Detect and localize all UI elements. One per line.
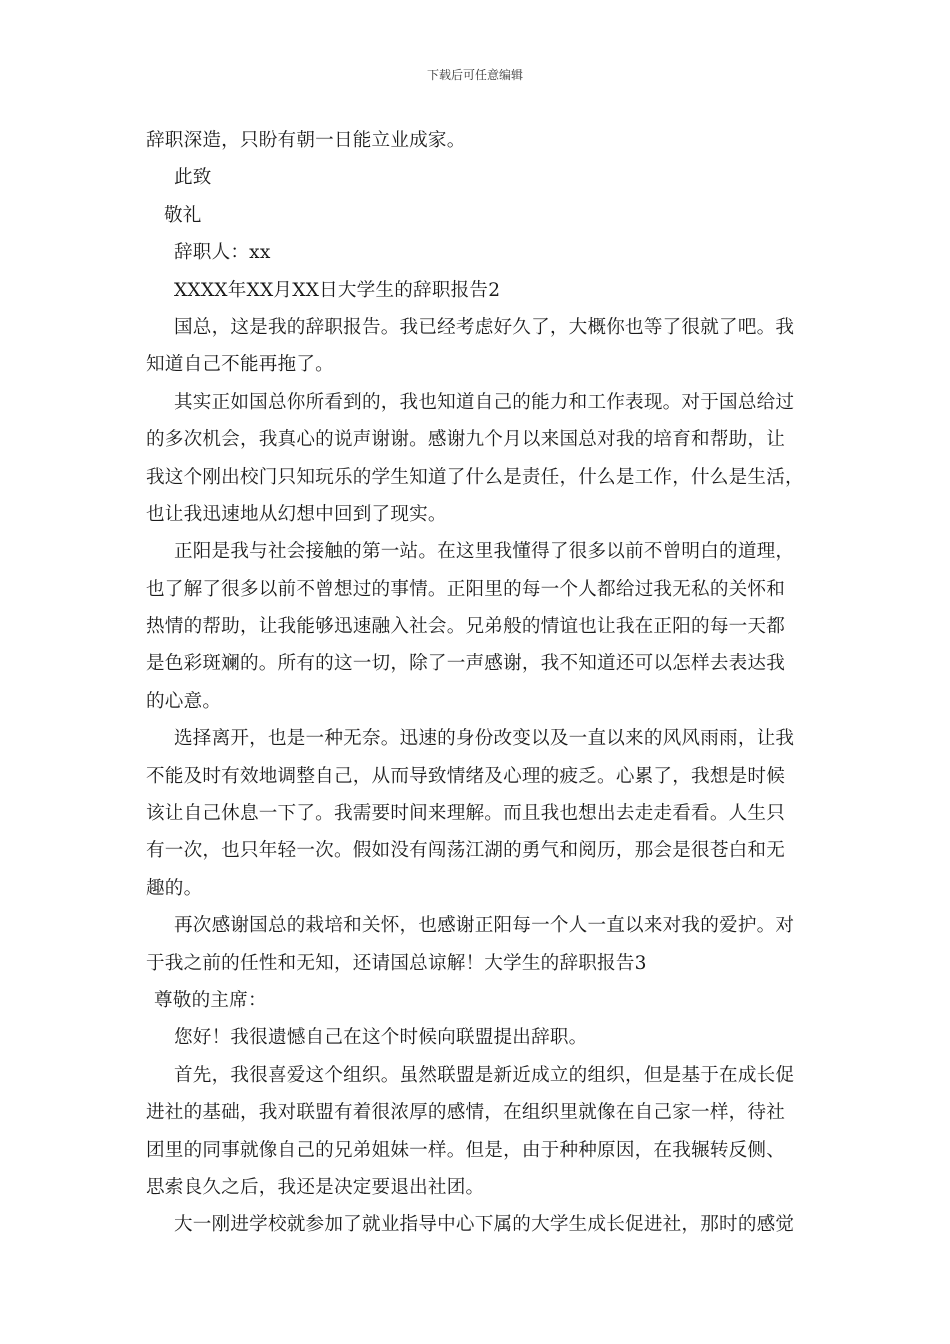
text-line: 也让我迅速地从幻想中回到了现实。 (146, 503, 447, 525)
text-line: 首先，我很喜爱这个组织。虽然联盟是新近成立的组织，但是基于在成长促 (174, 1064, 795, 1086)
text-line: 您好！我很遗憾自己在这个时候向联盟提出辞职。 (174, 1027, 588, 1049)
text-line: 的心意。 (146, 690, 222, 712)
document-body (146, 122, 826, 1244)
text-line: 热情的帮助，让我能够迅速融入社会。兄弟般的情谊也让我在正阳的每一天都 (146, 616, 785, 638)
text-line: 该让自己休息一下了。我需要时间来理解。而且我也想出去走走看看。人生只 (146, 803, 785, 825)
text-line: 其实正如国总你所看到的，我也知道自己的能力和工作表现。对于国总给过 (174, 391, 795, 413)
text-line: 辞职人：xx (174, 242, 271, 264)
text-line: 趣的。 (146, 877, 203, 899)
text-line: 有一次，也只年轻一次。假如没有闯荡江湖的勇气和阅历，那会是很苍白和无 (146, 840, 785, 862)
text-line: 国总，这是我的辞职报告。我已经考虑好久了，大概你也等了很就了吧。我 (174, 316, 795, 338)
text-line: 是色彩斑斓的。所有的这一切，除了一声感谢，我不知道还可以怎样去表达我 (146, 653, 785, 675)
text-line: XXXX年XX月XX日大学生的辞职报告2 (174, 279, 501, 301)
text-line: 不能及时有效地调整自己，从而导致情绪及心理的疲乏。心累了，我想是时候 (146, 765, 785, 787)
text-line: 也了解了很多以前不曾想过的事情。正阳里的每一个人都给过我无私的关怀和 (146, 578, 785, 600)
text-line: 尊敬的主席： (154, 989, 267, 1011)
text-line: 进社的基础，我对联盟有着很浓厚的感情，在组织里就像在自己家一样，待社 (146, 1102, 785, 1124)
text-line: 敬礼 (164, 204, 202, 226)
text-line: 思索良久之后，我还是决定要退出社团。 (146, 1176, 485, 1198)
text-line: 再次感谢国总的栽培和关怀，也感谢正阳每一个人一直以来对我的爱护。对 (174, 915, 795, 937)
text-line: 的多次机会，我真心的说声谢谢。感谢九个月以来国总对我的培育和帮助，让 (146, 429, 785, 451)
text-line: 选择离开，也是一种无奈。迅速的身份改变以及一直以来的风风雨雨，让我 (174, 728, 795, 750)
text-line: 辞职深造，只盼有朝一日能立业成家。 (146, 130, 466, 151)
text-line: 于我之前的任性和无知，还请国总谅解！大学生的辞职报告3 (146, 952, 647, 974)
text-line: 知道自己不能再拖了。 (146, 354, 334, 376)
text-line: 此致 (174, 167, 212, 189)
text-line: 正阳是我与社会接触的第一站。在这里我懂得了很多以前不曾明白的道理， (174, 541, 795, 563)
text-line: 我这个刚出校门只知玩乐的学生知道了什么是责任，什么是工作，什么是生活， (146, 466, 804, 488)
text-line: 团里的同事就像自己的兄弟姐妹一样。但是，由于种种原因，在我辗转反侧、 (146, 1139, 785, 1161)
text-line: 大一刚进学校就参加了就业指导中心下属的大学生成长促进社，那时的感觉 (174, 1214, 795, 1236)
page-header: 下载后可任意编辑 (426, 68, 523, 82)
